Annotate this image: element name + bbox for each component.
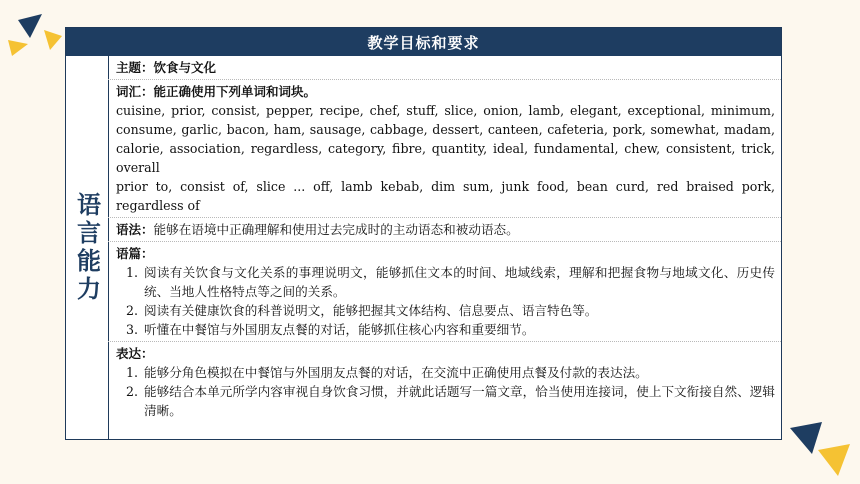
list-item: 2. 能够结合本单元所学内容审视自身饮食习惯，并就此话题写一篇文章，恰当使用连接词，使上下文衔接自然、逻辑清晰。: [142, 382, 775, 420]
side-category-cell: [66, 56, 109, 439]
table-header: 教学目标和要求: [66, 28, 781, 56]
list-item: 2. 阅读有关健康饮食的科普说明文，能够把握其文体结构、信息要点、语言特色等。: [142, 301, 775, 320]
table-content: [108, 56, 781, 439]
theme-section: [108, 56, 781, 80]
discourse-list: [116, 263, 775, 339]
side-category-label: 语言能力: [72, 191, 101, 304]
grammar-label: 语法：: [116, 222, 154, 237]
triangle-decoration-top-left: [0, 0, 70, 70]
vocab-section: [108, 80, 781, 218]
list-item: 3. 听懂在中餐馆与外国朋友点餐的对话，能够抓住核心内容和重要细节。: [142, 320, 775, 339]
discourse-label: 语篇：: [116, 246, 154, 261]
vocab-chunks: prior to, consist of, slice ... off, lamb kebab, dim sum, junk food, bean curd, red braised pork, regardless of: [116, 179, 775, 213]
triangle-decoration-bottom-right: [790, 420, 860, 484]
expression-list: [116, 363, 775, 420]
list-item: 1. 能够分角色模拟在中餐馆与外国朋友点餐的对话，在交流中正确使用点餐及付款的表达法。: [142, 363, 775, 382]
list-item: 1. 阅读有关饮食与文化关系的事理说明文，能够抓住文本的时间、地域线索，理解和把握食物与地域文化、历史传统、当地人性格特点等之间的关系。: [142, 263, 775, 301]
theme-text: 饮食与文化: [153, 60, 217, 75]
objectives-table: [65, 27, 782, 440]
theme-label: 主题：: [116, 60, 154, 75]
expression-label: 表达：: [116, 346, 154, 361]
grammar-section: [108, 218, 781, 242]
grammar-text: 能够在语境中正确理解和使用过去完成时的主动语态和被动语态。: [153, 222, 519, 237]
expression-section: [108, 342, 781, 422]
vocab-words: cuisine, prior, consist, pepper, recipe, chef, stuff, slice, onion, lamb, elegant, exceptional, minimum, consume, garlic, bacon, ham, sausage, cabbage, dessert, canteen, cafeteria, pork, somewhat, madam, calorie, association, regardless, category, fibre, quantity, ideal, fundamental, chew, consistent, trick, overall: [116, 103, 775, 175]
discourse-section: [108, 242, 781, 342]
vocab-label: 词汇：能正确使用下列单词和词块。: [116, 84, 317, 99]
